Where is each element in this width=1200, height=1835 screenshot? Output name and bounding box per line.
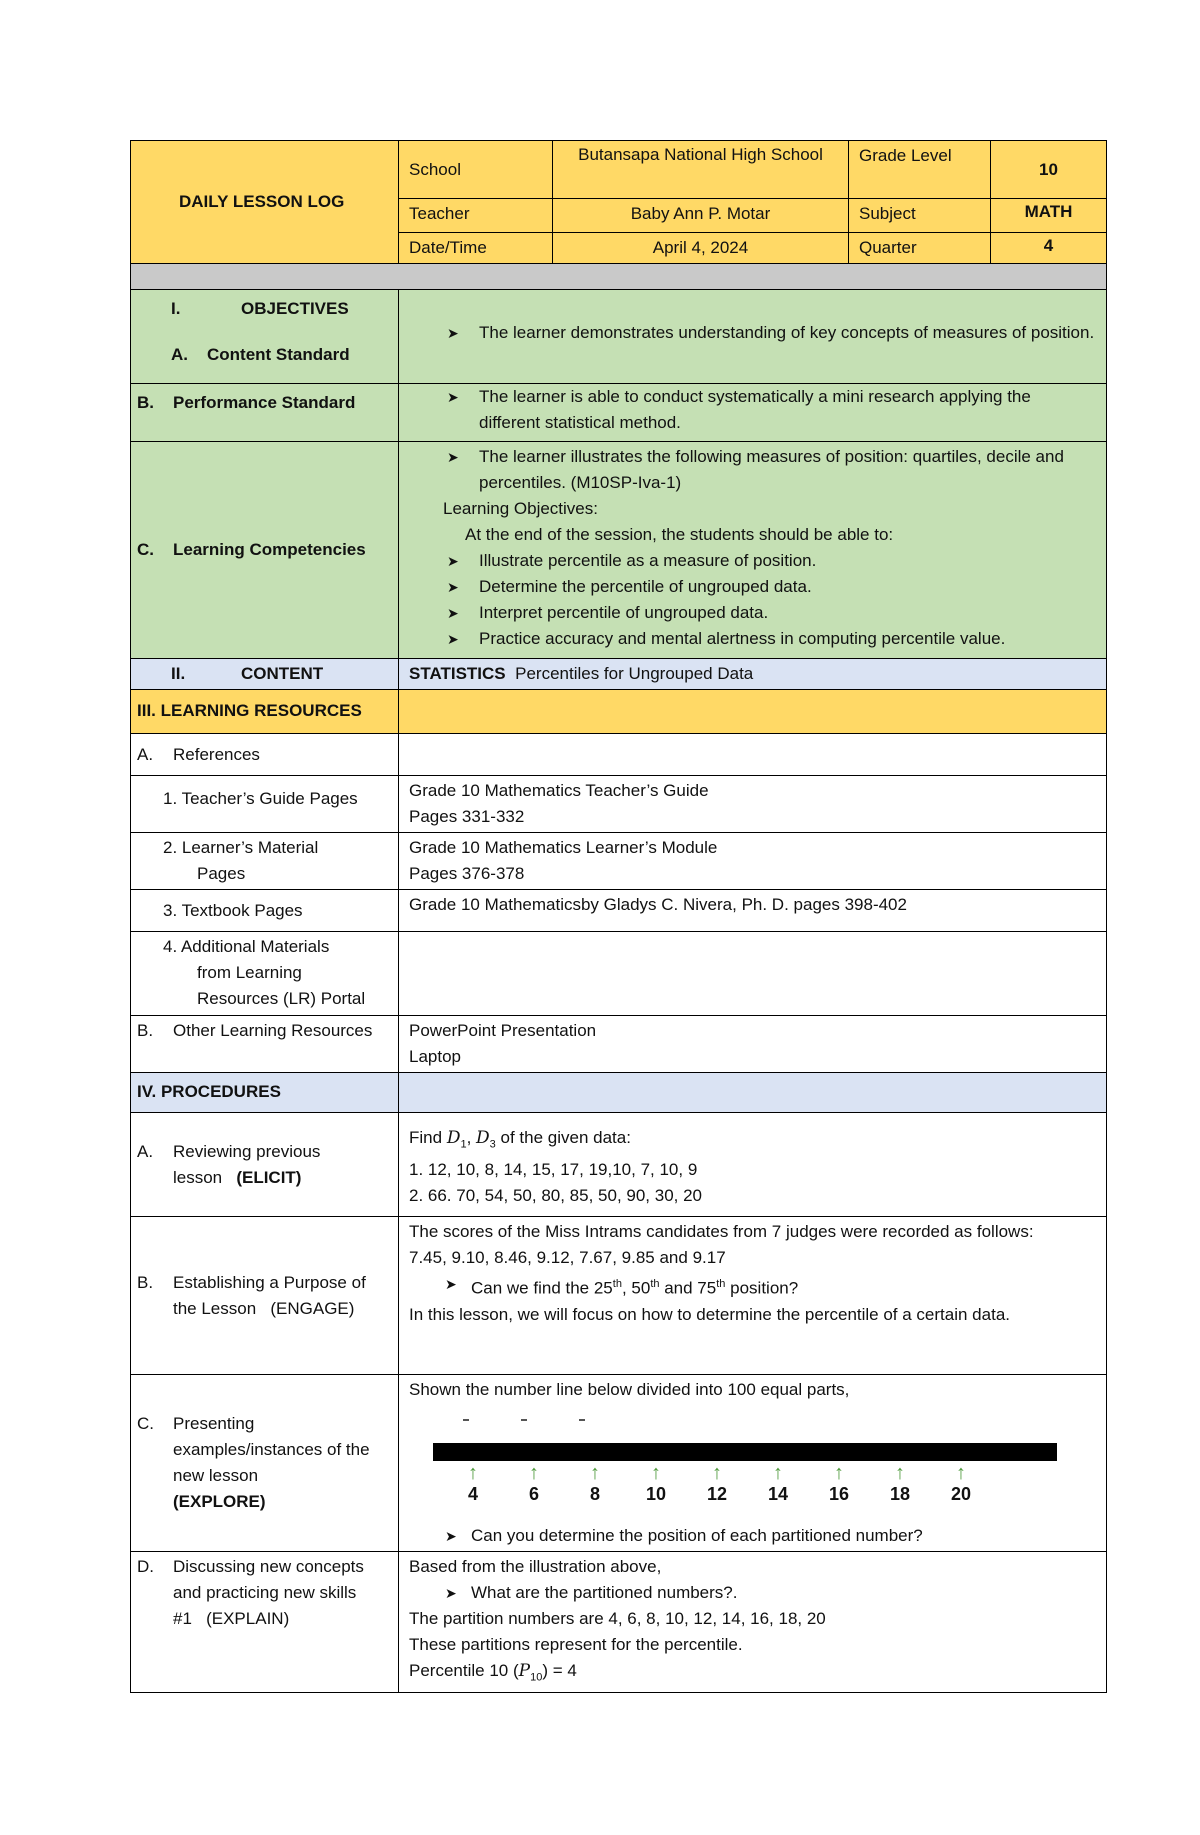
number-line-figure [409,1403,1096,1523]
learning-competencies-label: C. Learning Competencies [131,442,399,659]
procedure-b-intro: The scores of the Miss Intrams candidates from 7 judges were recorded as follows: [409,1222,1034,1241]
procedure-a-data1: 1. 12, 10, 8, 14, 15, 17, 19,10, 7, 10, 9 [409,1160,698,1180]
date-label: Date/Time [399,233,553,264]
teacher-label: Teacher [399,199,553,233]
content-standard-cell [399,290,1107,384]
number-line-label: 16 [828,1484,850,1504]
objective-item: ➤ Illustrate percentile as a measure of position. [447,551,817,570]
teachers-guide-value: Grade 10 Mathematics Teacher’s Guide Pages 331-332 [399,776,1107,833]
number-line-tick [453,1463,493,1505]
other-resources-value: PowerPoint Presentation Laptop [399,1016,1107,1073]
procedure-a-content [399,1113,1107,1217]
number-line-tick [941,1463,981,1505]
procedure-d-intro: Based from the illustration above, [409,1557,662,1576]
objectives-label-cell [131,290,399,384]
number-line-bar [433,1443,1057,1461]
procedure-a-data2: 2. 66. 70, 54, 50, 80, 85, 50, 90, 30, 20 [409,1186,703,1206]
learning-competencies-cell [399,442,1107,659]
procedure-d-question: ➤ What are the partitioned numbers?. [445,1583,738,1602]
number-line-tick [514,1463,554,1505]
content-standard-label: A. Content Standard [171,345,350,364]
grade-level-value: 10 [991,141,1107,199]
number-line-tick [758,1463,798,1505]
number-line-label: 14 [767,1484,789,1504]
objectives-intro: At the end of the session, the students should be able to: [465,525,894,544]
learning-resources-heading: III. LEARNING RESOURCES [131,690,399,734]
number-line-tick [697,1463,737,1505]
performance-standard-label: B. Performance Standard [131,384,399,442]
textbook-value: Grade 10 Mathematicsby Gladys C. Nivera, Ph. D. pages 398-402 [399,890,1107,932]
procedures-empty [399,1073,1107,1113]
teachers-guide-label: 1. Teacher’s Guide Pages [131,776,399,833]
procedure-c-intro: Shown the number line below divided into 100 equal parts, [409,1380,850,1399]
up-arrow-icon: ↑ [712,1462,722,1484]
grade-level-label: Grade Level [849,141,991,199]
up-arrow-icon: ↑ [651,1462,661,1484]
learners-material-label: 2. Learner’s Material Pages [131,833,399,890]
additional-materials-empty [399,932,1107,1016]
procedures-heading: IV. PROCEDURES [131,1073,399,1113]
performance-standard-cell [399,384,1107,442]
subject-value: MATH [991,199,1107,233]
procedure-b-label: B. Establishing a Purpose of the Lesson (ENGAGE) [131,1217,399,1375]
number-line-dash [463,1419,469,1421]
number-line-label: 12 [706,1484,728,1504]
learners-material-value: Grade 10 Mathematics Learner’s Module Pages 376-378 [399,833,1107,890]
procedure-c-question: ➤ Can you determine the position of each partitioned number? [445,1526,923,1545]
objective-item: ➤ Determine the percentile of ungrouped data. [447,577,812,596]
references-label: A. References [131,734,399,776]
content-standard-bullet: ➤ The learner demonstrates understanding of key concepts of measures of position. [447,323,1095,342]
up-arrow-icon: ↑ [468,1462,478,1484]
number-line-label: 20 [950,1484,972,1504]
number-line-dash [521,1419,527,1421]
school-value: Butansapa National High School [553,141,849,199]
procedure-a-label: A. Reviewing previous lesson (ELICIT) [131,1113,399,1217]
procedure-d-represent: These partitions represent for the percentile. [409,1635,743,1654]
up-arrow-icon: ↑ [529,1462,539,1484]
learning-resources-empty [399,690,1107,734]
number-line-tick [880,1463,920,1505]
number-line-tick [819,1463,859,1505]
lesson-log-table [130,140,1107,1693]
up-arrow-icon: ↑ [590,1462,600,1484]
procedure-b-scores: 7.45, 9.10, 8.46, 9.12, 7.67, 9.85 and 9.17 [409,1248,726,1267]
up-arrow-icon: ↑ [956,1462,966,1484]
textbook-label: 3. Textbook Pages [131,890,399,932]
competency-bullet: ➤ The learner illustrates the following measures of position: quartiles, decile and percentiles. (M10SP-Iva-1) [447,447,1064,492]
number-line-label: 8 [589,1484,600,1504]
lesson-log-page [130,140,1106,1693]
other-resources-label: B. Other Learning Resources [131,1016,399,1073]
procedure-b-question: ➤ Can we find the 25th, 50th and 75th position? [445,1276,799,1298]
objective-item: ➤ Interpret percentile of ungrouped data. [447,603,769,622]
procedure-d-partitions: The partition numbers are 4, 6, 8, 10, 12, 14, 16, 18, 20 [409,1609,826,1628]
quarter-label: Quarter [849,233,991,264]
content-topic: STATISTICS Percentiles for Ungrouped Data [399,659,1107,690]
number-line-tick [636,1463,676,1505]
references-empty [399,734,1107,776]
procedure-b-focus: In this lesson, we will focus on how to determine the percentile of a certain data. [409,1304,1010,1324]
procedure-a-find: Find $D_1$, $D_3$ of the given data: [409,1128,631,1151]
teacher-value: Baby Ann P. Motar [553,199,849,233]
number-line-label: 10 [645,1484,667,1504]
performance-standard-bullet: ➤ The learner is able to conduct systematically a mini research applying the different statistical method. [447,387,1031,432]
separator-bar [131,264,1107,290]
content-heading: II. CONTENT [131,659,399,690]
number-line-label: 18 [889,1484,911,1504]
procedure-d-content [399,1552,1107,1693]
school-label: School [399,141,553,199]
number-line-dash [579,1419,585,1421]
number-line-tick [575,1463,615,1505]
subject-label: Subject [849,199,991,233]
procedure-c-label: C. Presenting examples/instances of the new lesson (EXPLORE) [131,1375,399,1552]
procedure-d-label: D. Discussing new concepts and practicing new skills #1 (EXPLAIN) [131,1552,399,1693]
up-arrow-icon: ↑ [895,1462,905,1484]
log-title: DAILY LESSON LOG [131,141,399,264]
objective-item: ➤ Practice accuracy and mental alertness in computing percentile value. [447,629,1006,648]
additional-materials-label: 4. Additional Materials from Learning Resources (LR) Portal [131,932,399,1016]
up-arrow-icon: ↑ [834,1462,844,1484]
procedure-b-content [399,1217,1107,1375]
procedure-d-percentile: Percentile 10 $(P_{10}) = 4$ [409,1661,577,1684]
learning-objectives-label: Learning Objectives: [443,499,598,518]
procedure-c-content [399,1375,1107,1552]
up-arrow-icon: ↑ [773,1462,783,1484]
number-line-label: 4 [467,1484,478,1504]
date-value: April 4, 2024 [553,233,849,264]
number-line-label: 6 [528,1484,539,1504]
objectives-heading: I. OBJECTIVES [171,299,349,318]
quarter-value: 4 [991,233,1107,264]
